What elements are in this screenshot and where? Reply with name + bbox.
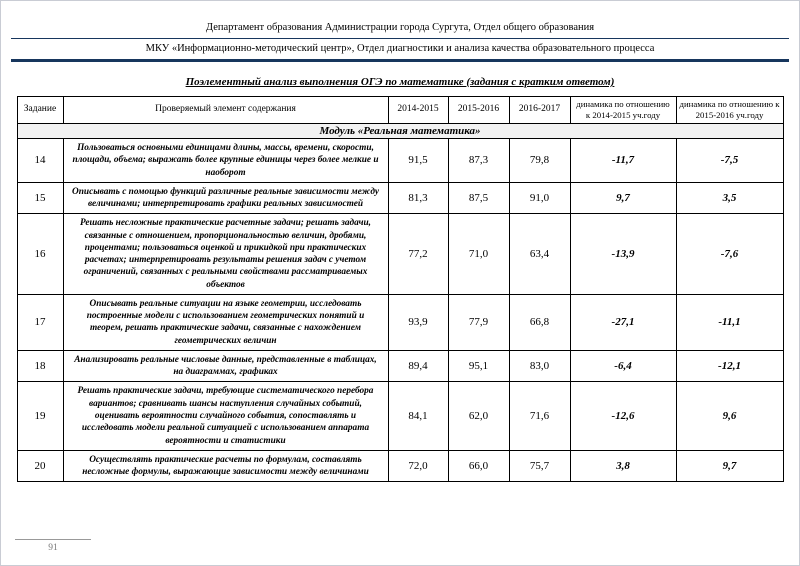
column-header-dynamics-2014-2015: динамика по отношению к 2014-2015 уч.году: [570, 97, 676, 124]
score-2016-2017: 83,0: [509, 350, 570, 382]
dynamics-vs-2014-2015: -27,1: [570, 294, 676, 350]
dynamics-vs-2014-2015: 9,7: [570, 182, 676, 214]
column-header-2014-2015: 2014-2015: [388, 97, 448, 124]
header-line-1: Департамент образования Администрации города Сургута, Отдел общего образования: [205, 22, 595, 33]
table-row: [17, 450, 783, 482]
header-rule-thick: [11, 59, 789, 62]
page-title: Поэлементный анализ выполнения ОГЭ по математике (задания с кратким ответом): [185, 76, 615, 88]
score-2015-2016: 62,0: [448, 382, 509, 450]
dynamics-vs-2015-2016: -7,6: [676, 214, 783, 295]
dynamics-vs-2014-2015: -13,9: [570, 214, 676, 295]
score-2016-2017: 63,4: [509, 214, 570, 295]
dynamics-vs-2014-2015: -11,7: [570, 138, 676, 182]
dynamics-vs-2015-2016: 9,6: [676, 382, 783, 450]
header-rule-thin: [11, 38, 789, 39]
score-2014-2015: 89,4: [388, 350, 448, 382]
score-2016-2017: 71,6: [509, 382, 570, 450]
task-number: 16: [17, 214, 63, 295]
score-2015-2016: 87,3: [448, 138, 509, 182]
table-row: [17, 294, 783, 350]
task-number: 15: [17, 182, 63, 214]
column-header-2015-2016: 2015-2016: [448, 97, 509, 124]
score-2014-2015: 93,9: [388, 294, 448, 350]
table-row: [17, 214, 783, 295]
dynamics-vs-2015-2016: -7,5: [676, 138, 783, 182]
content-element: Анализировать реальные числовые данные, представленные в таблицах, на диаграммах, графиках: [63, 350, 388, 382]
content-element: Решать несложные практические расчетные задачи; решать задачи, связанные с отношением, пропорциональностью величин, дробями, процентами; пользоваться оценкой и прикидкой при практических расчетах; интерпретировать результаты решения задач с учетом ограничений, связанных с реальными свойствами рассматриваемых объектов: [63, 214, 388, 295]
score-2014-2015: 84,1: [388, 382, 448, 450]
score-2015-2016: 95,1: [448, 350, 509, 382]
content-element: Описывать реальные ситуации на языке геометрии, исследовать построенные модели с использованием геометрических понятий и теорем, решать практические задачи, связанные с нахождением геометрических величин: [63, 294, 388, 350]
task-number: 18: [17, 350, 63, 382]
dynamics-vs-2014-2015: -12,6: [570, 382, 676, 450]
dynamics-vs-2014-2015: 3,8: [570, 450, 676, 482]
column-header-dynamics-2015-2016: динамика по отношению к 2015-2016 уч.году: [676, 97, 783, 124]
column-header-task: Задание: [17, 97, 63, 124]
dynamics-vs-2015-2016: 3,5: [676, 182, 783, 214]
table-header-row: [17, 97, 783, 124]
page-number: 91: [48, 543, 58, 553]
score-2016-2017: 91,0: [509, 182, 570, 214]
score-2015-2016: 66,0: [448, 450, 509, 482]
score-2015-2016: 71,0: [448, 214, 509, 295]
table-row: [17, 382, 783, 450]
page-footer: [15, 539, 91, 553]
dynamics-vs-2015-2016: -11,1: [676, 294, 783, 350]
score-2016-2017: 79,8: [509, 138, 570, 182]
table-row: [17, 350, 783, 382]
document-header: [1, 1, 799, 62]
content-element: Осуществлять практические расчеты по формулам, составлять несложные формулы, выражающие зависимости между величинами: [63, 450, 388, 482]
score-2014-2015: 81,3: [388, 182, 448, 214]
dynamics-vs-2015-2016: 9,7: [676, 450, 783, 482]
score-2016-2017: 66,8: [509, 294, 570, 350]
task-number: 20: [17, 450, 63, 482]
table-row: [17, 182, 783, 214]
content-element: Решать практические задачи, требующие систематического перебора вариантов; сравнивать шансы наступления случайных событий, оценивать вероятности случайного события, сопоставлять и исследовать модели реальной ситуацией с использованием аппарата вероятности и статистики: [63, 382, 388, 450]
content-element: Описывать с помощью функций различные реальные зависимости между величинами; интерпретировать графики реальных зависимостей: [63, 182, 388, 214]
header-line-2: МКУ «Информационно-методический центр», Отдел диагностики и анализа качества образовательного процесса: [145, 43, 655, 54]
column-header-element: Проверяемый элемент содержания: [63, 97, 388, 124]
score-2014-2015: 91,5: [388, 138, 448, 182]
dynamics-vs-2015-2016: -12,1: [676, 350, 783, 382]
column-header-2016-2017: 2016-2017: [509, 97, 570, 124]
task-number: 19: [17, 382, 63, 450]
score-2016-2017: 75,7: [509, 450, 570, 482]
score-2015-2016: 87,5: [448, 182, 509, 214]
score-2015-2016: 77,9: [448, 294, 509, 350]
task-number: 14: [17, 138, 63, 182]
task-number: 17: [17, 294, 63, 350]
dynamics-vs-2014-2015: -6,4: [570, 350, 676, 382]
content-element: Пользоваться основными единицами длины, массы, времени, скорости, площади, объема; выражать более крупные единицы через более мелкие и наоборот: [63, 138, 388, 182]
score-2014-2015: 72,0: [388, 450, 448, 482]
module-title: Модуль «Реальная математика»: [17, 123, 783, 138]
score-2014-2015: 77,2: [388, 214, 448, 295]
table-row: [17, 138, 783, 182]
module-row: [17, 123, 783, 138]
analysis-table: [17, 96, 784, 482]
